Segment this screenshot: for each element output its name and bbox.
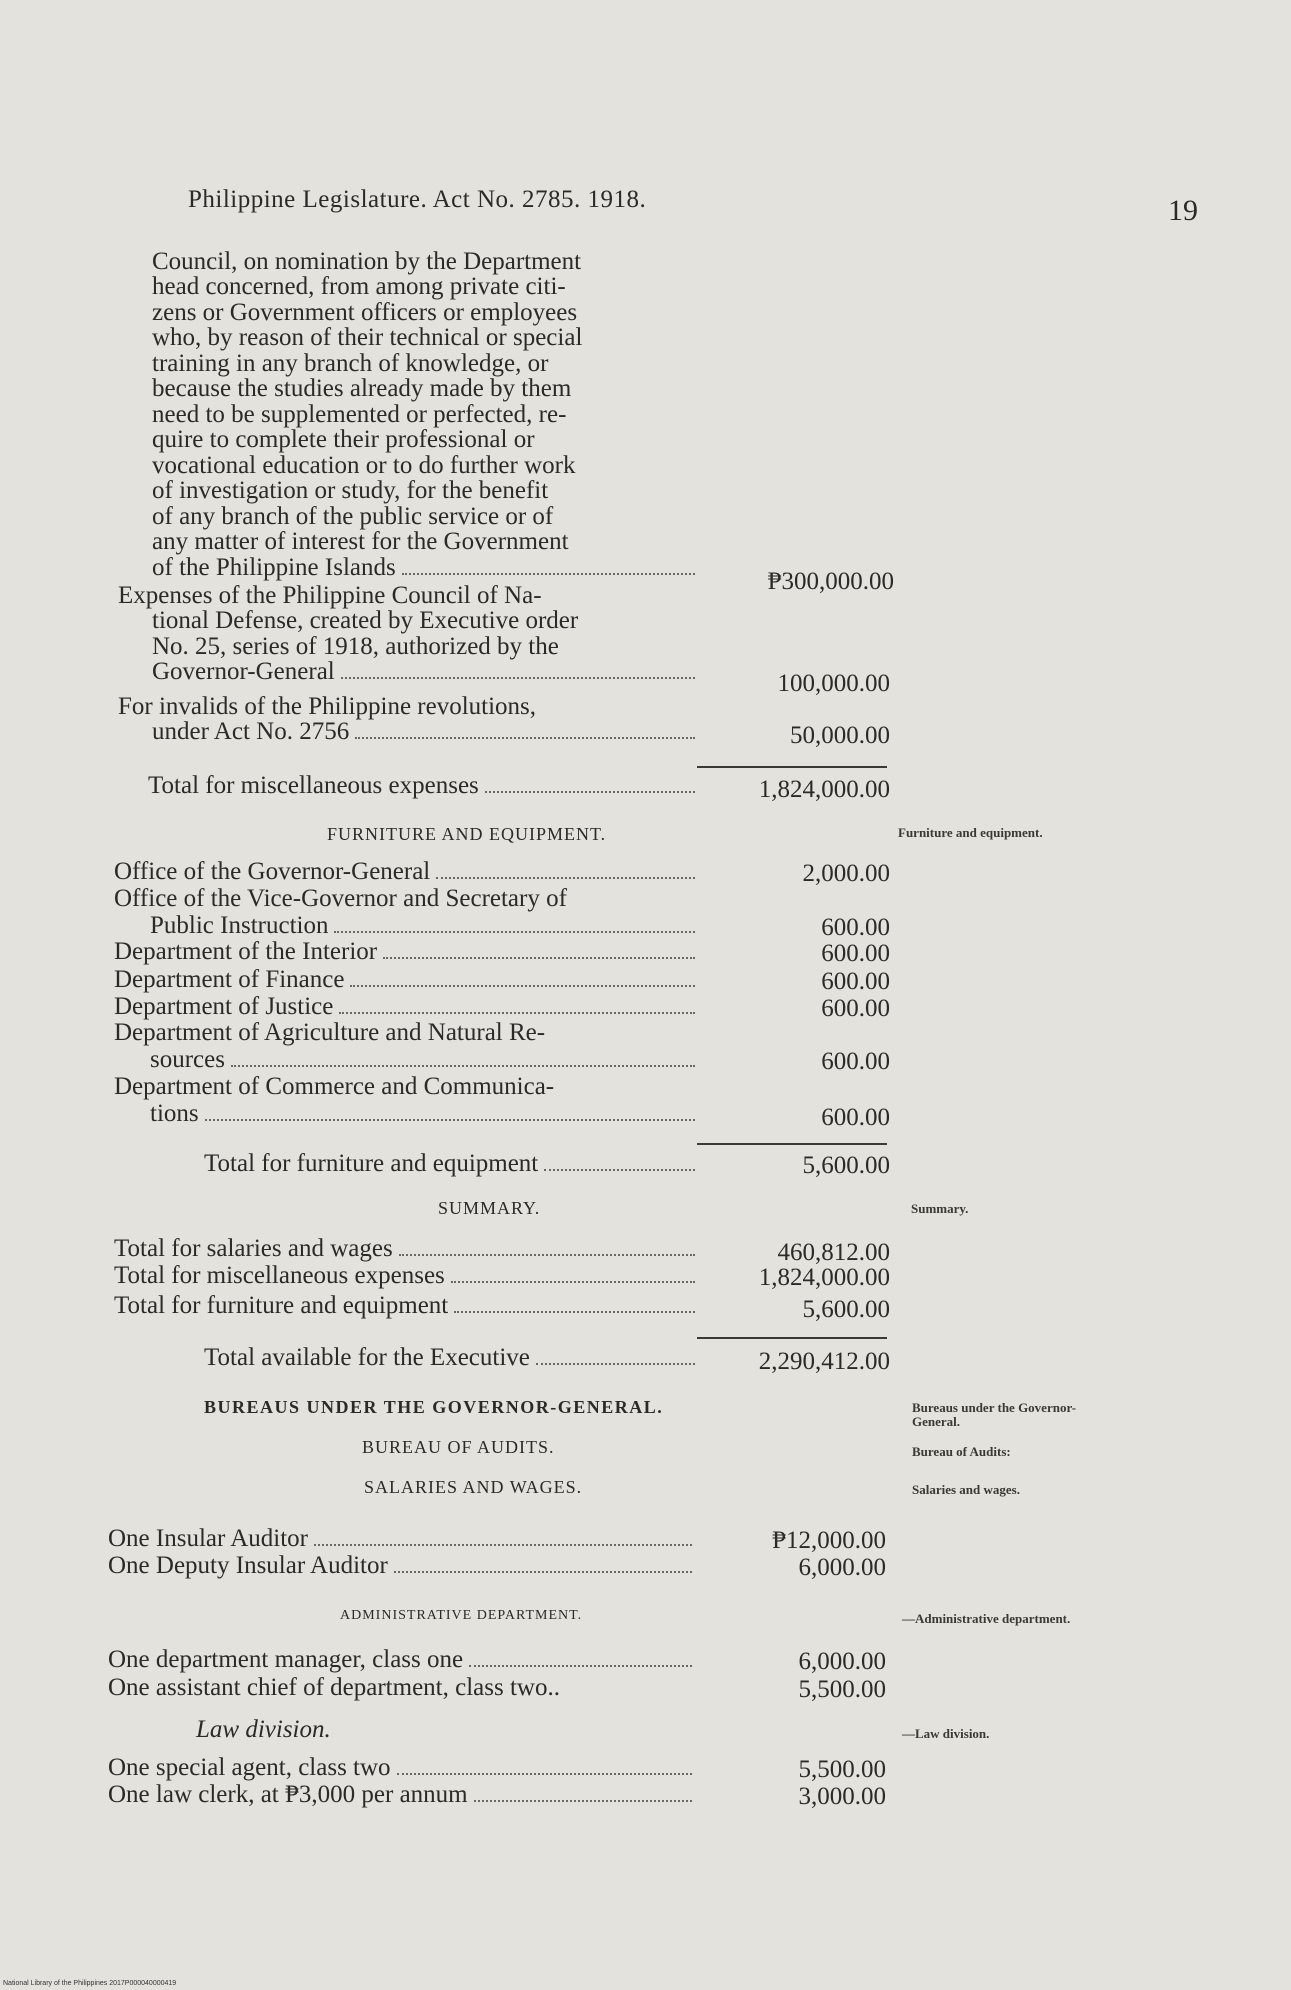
- running-title: Philippine Legislature. Act No. 2785. 1918.: [188, 186, 647, 213]
- item-amount: 6,000.00: [798, 1648, 886, 1675]
- item-amount: 460,812.00: [777, 1239, 890, 1266]
- item-amount: 600.00: [821, 1048, 890, 1075]
- total-label: Total for furniture and equipment: [204, 1150, 539, 1177]
- line-item: [152, 718, 699, 746]
- item-amount: 3,000.00: [798, 1783, 886, 1810]
- section-heading: BUREAUS UNDER THE GOVERNOR-GENERAL.: [204, 1397, 664, 1417]
- margin-note: Bureau of Audits:: [912, 1444, 1011, 1459]
- scan-footer: National Library of the Philippines 2017P000040000419: [3, 1980, 177, 1987]
- text-line: Department of Agriculture and Natural Re-: [114, 1019, 546, 1046]
- item-label: One law clerk, at ₱3,000 per annum: [108, 1781, 468, 1808]
- item-amount: 5,500.00: [798, 1756, 886, 1783]
- item-label: Department of the Interior: [114, 938, 378, 965]
- item-label: Total for furniture and equipment: [114, 1292, 449, 1319]
- item-label: One special agent, class two: [108, 1754, 391, 1781]
- item-label: One Deputy Insular Auditor: [108, 1552, 388, 1579]
- text-line: of any branch of the public service or of: [152, 503, 554, 530]
- item-amount: 600.00: [821, 914, 890, 941]
- total-label: Total for miscellaneous expenses: [148, 772, 479, 799]
- leader-dots: [231, 1065, 695, 1067]
- leader-dots: [339, 1012, 695, 1014]
- line-item: [114, 1292, 699, 1320]
- line-item: [152, 658, 699, 686]
- item-amount: 1,824,000.00: [758, 1264, 890, 1291]
- text-line: Expenses of the Philippine Council of Na-: [118, 582, 542, 609]
- sum-rule: [697, 1337, 887, 1339]
- line-item: [114, 1235, 699, 1263]
- item-amount: 5,600.00: [802, 1296, 890, 1323]
- subsection-heading: BUREAU OF AUDITS.: [362, 1437, 555, 1457]
- leader-dots: [350, 985, 695, 987]
- text-line: Office of the Vice-Governor and Secretary of: [114, 885, 567, 912]
- section-heading: SUMMARY.: [438, 1198, 541, 1218]
- subsection-heading: Law division.: [196, 1716, 331, 1743]
- text-line: No. 25, series of 1918, authorized by the: [152, 633, 559, 660]
- total-amount: 1,824,000.00: [758, 776, 890, 803]
- line-item: [114, 966, 699, 994]
- item-label: Public Instruction: [150, 912, 329, 939]
- subsection-heading: ADMINISTRATIVE DEPARTMENT.: [340, 1608, 583, 1623]
- item-amount: 100,000.00: [777, 670, 890, 697]
- item-amount: ₱300,000.00: [767, 568, 894, 595]
- leader-dots: [536, 1363, 695, 1365]
- leader-dots: [451, 1281, 695, 1283]
- total-label: Total available for the Executive: [204, 1344, 530, 1371]
- text-line: any matter of interest for the Government: [152, 528, 569, 555]
- line-item: [114, 1262, 699, 1290]
- section-heading: FURNITURE AND EQUIPMENT.: [327, 824, 607, 844]
- item-label: Department of Justice: [114, 993, 334, 1020]
- line-item: [108, 1525, 696, 1553]
- margin-note: Furniture and equipment.: [898, 825, 1043, 840]
- text-line: head concerned, from among private citi-: [152, 273, 566, 300]
- item-label: Total for miscellaneous expenses: [114, 1262, 445, 1289]
- line-item: [114, 858, 699, 886]
- item-label: of the Philippine Islands: [152, 554, 396, 581]
- item-amount: 600.00: [821, 1104, 890, 1131]
- leader-dots: [205, 1119, 695, 1121]
- line-item: [150, 1100, 699, 1128]
- line-item: [114, 993, 699, 1021]
- margin-note: Salaries and wages.: [912, 1482, 1020, 1497]
- text-line: who, by reason of their technical or special: [152, 324, 583, 351]
- total-row: [148, 772, 699, 800]
- text-line: because the studies already made by them: [152, 375, 572, 402]
- leader-dots: [334, 931, 695, 933]
- leader-dots: [341, 677, 695, 679]
- leader-dots: [399, 1254, 695, 1256]
- text-line: quire to complete their professional or: [152, 426, 535, 453]
- line-item: [150, 1046, 699, 1074]
- item-label: Total for salaries and wages: [114, 1235, 393, 1262]
- text-line: For invalids of the Philippine revolutions,: [118, 693, 537, 720]
- item-amount: 6,000.00: [798, 1554, 886, 1581]
- margin-note: Bureaus under the Governor-General.: [912, 1400, 1077, 1429]
- subsection-heading: SALARIES AND WAGES.: [364, 1477, 583, 1497]
- margin-note: Summary.: [911, 1201, 969, 1216]
- text-line: tional Defense, created by Executive order: [152, 607, 579, 634]
- line-item: [108, 1781, 696, 1809]
- line-item: One assistant chief of department, class two..: [108, 1674, 560, 1701]
- total-row: [204, 1344, 699, 1372]
- leader-dots: [485, 791, 695, 793]
- item-label: One Insular Auditor: [108, 1525, 308, 1552]
- leader-dots: [474, 1800, 692, 1802]
- margin-note: —Law division.: [902, 1726, 990, 1741]
- item-amount: 2,000.00: [802, 860, 890, 887]
- item-label: One department manager, class one: [108, 1646, 464, 1673]
- item-amount: 50,000.00: [790, 722, 890, 749]
- sum-rule: [697, 766, 887, 768]
- item-amount: ₱12,000.00: [772, 1527, 886, 1554]
- item-label: Department of Finance: [114, 966, 345, 993]
- sum-rule: [697, 1143, 887, 1145]
- total-amount: 5,600.00: [802, 1152, 890, 1179]
- item-label: sources: [150, 1046, 225, 1073]
- item-label: under Act No. 2756: [152, 718, 350, 745]
- item-amount: 600.00: [821, 968, 890, 995]
- page-number: 19: [1168, 194, 1198, 227]
- total-row: [204, 1150, 699, 1178]
- line-item: [108, 1754, 696, 1782]
- item-label: Governor-General: [152, 658, 335, 685]
- total-amount: 2,290,412.00: [758, 1348, 890, 1375]
- leader-dots: [397, 1773, 692, 1775]
- leader-dots: [355, 737, 695, 739]
- leader-dots: [469, 1665, 692, 1667]
- leader-dots: [402, 573, 695, 575]
- leader-dots: [544, 1169, 695, 1171]
- text-line: training in any branch of knowledge, or: [152, 350, 549, 377]
- text-line: of investigation or study, for the benefit: [152, 477, 549, 504]
- leader-dots: [394, 1571, 692, 1573]
- item-amount: 5,500.00: [798, 1676, 886, 1703]
- line-item: [150, 912, 699, 940]
- leader-dots: [314, 1544, 692, 1546]
- line-item: [114, 938, 699, 966]
- margin-note: —Administrative department.: [902, 1611, 1071, 1626]
- text-line: Department of Commerce and Communica-: [114, 1073, 555, 1100]
- item-label: Office of the Governor-General: [114, 858, 431, 885]
- line-item: [152, 554, 699, 582]
- item-amount: 600.00: [821, 995, 890, 1022]
- text-line: need to be supplemented or perfected, re-: [152, 401, 567, 428]
- text-line: vocational education or to do further work: [152, 452, 576, 479]
- line-item: [108, 1646, 696, 1674]
- leader-dots: [383, 957, 695, 959]
- leader-dots: [436, 877, 695, 879]
- text-line: zens or Government officers or employees: [152, 299, 578, 326]
- text-line: Council, on nomination by the Department: [152, 248, 582, 275]
- line-item: [108, 1552, 696, 1580]
- item-amount: 600.00: [821, 940, 890, 967]
- item-label: tions: [150, 1100, 199, 1127]
- leader-dots: [454, 1311, 695, 1313]
